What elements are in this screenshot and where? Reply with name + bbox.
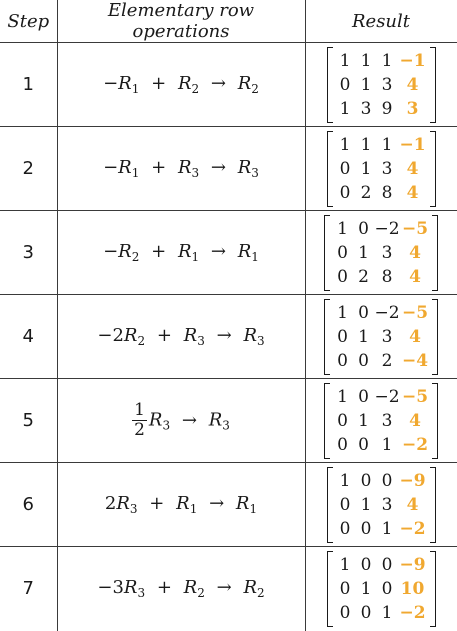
- step-number: 5: [0, 379, 57, 463]
- row-index: 2: [137, 334, 146, 348]
- augmented-entry: −9: [399, 470, 426, 491]
- matrix-entry: 3: [381, 494, 393, 515]
- plus-symbol: +: [151, 241, 167, 262]
- matrix-entry: 0: [358, 302, 369, 323]
- matrix-entry: 0: [381, 554, 393, 575]
- matrix-row: [335, 493, 428, 517]
- matrix-entry: −2: [374, 302, 400, 323]
- row-index: 3: [162, 418, 171, 433]
- row-index: 1: [189, 502, 198, 516]
- augmented-entry: −5: [401, 218, 429, 239]
- augmented-entry: 4: [409, 242, 421, 263]
- step-number: 4: [0, 295, 57, 379]
- matrix-row: [332, 325, 430, 349]
- table-row: [0, 211, 457, 295]
- row-symbol: R: [237, 73, 252, 94]
- row-symbol: R: [235, 493, 250, 514]
- matrix-row: [332, 265, 430, 289]
- result-matrix-cell: [305, 127, 457, 211]
- matrix-entry: 0: [360, 470, 372, 491]
- matrix-row: [332, 385, 430, 409]
- augmented-entry: −1: [399, 134, 426, 155]
- matrix-entry: 0: [381, 578, 393, 599]
- row-index: 1: [251, 250, 259, 264]
- row-index: 3: [257, 334, 265, 348]
- coefficient: −: [103, 157, 119, 178]
- matrix-entry: 3: [381, 158, 393, 179]
- matrix-entry: 1: [358, 326, 369, 347]
- augmented-matrix: [324, 383, 438, 459]
- augmented-entry: 4: [406, 158, 419, 179]
- matrix-entry: 2: [381, 350, 393, 371]
- row-index: 2: [131, 250, 140, 264]
- matrix-entry: 9: [381, 98, 393, 119]
- plus-symbol: +: [151, 73, 167, 94]
- matrix-entry: 1: [339, 554, 351, 575]
- matrix-entry: −2: [374, 218, 400, 239]
- result-matrix-cell: [305, 211, 457, 295]
- table-row: [0, 463, 457, 547]
- augmented-entry: −5: [401, 302, 429, 323]
- row-index: 3: [191, 166, 200, 180]
- step-number: 2: [0, 127, 57, 211]
- matrix-entry: 0: [360, 518, 372, 539]
- table-header-row: [0, 0, 457, 43]
- matrix-entry: 8: [381, 266, 393, 287]
- step-number: 6: [0, 463, 57, 547]
- row-symbol: R: [237, 157, 252, 178]
- matrix-entry: 1: [358, 242, 369, 263]
- arrow-symbol: →: [216, 577, 232, 599]
- matrix-entry: 1: [360, 134, 372, 155]
- arrow-symbol: →: [210, 73, 226, 94]
- row-symbol: R: [118, 157, 132, 178]
- row-operation: [57, 379, 305, 463]
- augmented-entry: 10: [400, 578, 425, 599]
- table-row: [0, 295, 457, 379]
- plus-symbol: +: [151, 157, 167, 178]
- augmented-matrix: [327, 131, 436, 207]
- matrix-row: [335, 157, 428, 181]
- result-matrix-cell: [305, 547, 457, 631]
- matrix-entry: 0: [339, 602, 351, 623]
- matrix-entry: 1: [358, 410, 369, 431]
- matrix-entry: 1: [360, 74, 372, 95]
- row-symbol: R: [177, 241, 192, 262]
- result-matrix-cell: [305, 295, 457, 379]
- matrix-entry: 1: [339, 470, 351, 491]
- matrix-entry: 0: [337, 326, 348, 347]
- row-index: 2: [191, 82, 200, 96]
- matrix-entry: 0: [358, 218, 369, 239]
- matrix-entry: 1: [339, 134, 351, 155]
- augmented-entry: 4: [406, 494, 419, 515]
- augmented-matrix: [324, 215, 438, 291]
- header-result: Result: [305, 0, 457, 43]
- matrix-entry: 1: [337, 302, 348, 323]
- row-operation: [57, 127, 305, 211]
- row-symbol: R: [183, 577, 198, 599]
- augmented-entry: 4: [409, 266, 421, 287]
- row-symbol: R: [177, 73, 192, 94]
- matrix-entry: 0: [339, 182, 351, 203]
- row-index: 3: [137, 586, 146, 601]
- matrix-entry: 1: [381, 50, 393, 71]
- plus-symbol: +: [156, 325, 172, 346]
- result-matrix-cell: [305, 43, 457, 127]
- coefficient: −3: [97, 577, 124, 599]
- matrix-entry: 0: [339, 578, 351, 599]
- matrix-entry: 3: [381, 242, 393, 263]
- row-index: 1: [249, 502, 258, 516]
- row-operation: [57, 211, 305, 295]
- arrow-symbol: →: [209, 493, 225, 514]
- coefficient: 2: [104, 493, 117, 514]
- matrix-entry: 3: [381, 74, 393, 95]
- augmented-matrix: [327, 467, 436, 543]
- augmented-entry: −2: [399, 518, 426, 539]
- arrow-symbol: →: [210, 157, 226, 178]
- row-index: 2: [197, 586, 205, 601]
- matrix-entry: 0: [358, 434, 369, 455]
- matrix-row: [335, 469, 428, 493]
- row-index: 3: [197, 334, 205, 348]
- matrix-entry: 0: [358, 386, 369, 407]
- arrow-symbol: →: [210, 241, 226, 262]
- augmented-entry: −9: [399, 554, 426, 575]
- matrix-entry: 1: [381, 134, 393, 155]
- step-number: 7: [0, 547, 57, 631]
- coefficient: −: [103, 241, 119, 262]
- matrix-entry: 3: [381, 326, 393, 347]
- header-operations: Elementary row operations: [57, 0, 305, 43]
- row-symbol: R: [123, 577, 138, 599]
- matrix-row: [335, 73, 428, 97]
- matrix-entry: 1: [339, 50, 351, 71]
- coefficient: −: [103, 73, 119, 94]
- step-number: 3: [0, 211, 57, 295]
- matrix-row: [335, 49, 428, 73]
- augmented-entry: 4: [409, 326, 421, 347]
- augmented-matrix: [324, 299, 438, 375]
- matrix-entry: 1: [337, 218, 348, 239]
- table-row: [0, 547, 457, 631]
- plus-symbol: +: [149, 493, 165, 514]
- step-number: 1: [0, 43, 57, 127]
- row-symbol: R: [243, 325, 257, 346]
- matrix-row: [335, 601, 428, 625]
- fraction-numerator: 1: [134, 400, 145, 420]
- matrix-entry: 0: [337, 350, 348, 371]
- row-index: 3: [129, 502, 138, 516]
- matrix-row: [332, 409, 430, 433]
- matrix-row: [332, 349, 430, 373]
- matrix-entry: 0: [339, 518, 351, 539]
- matrix-entry: 0: [337, 266, 348, 287]
- augmented-entry: −2: [401, 434, 429, 455]
- matrix-row: [335, 97, 428, 121]
- row-symbol: R: [243, 577, 257, 599]
- augmented-entry: 3: [406, 98, 419, 119]
- row-symbol: R: [177, 157, 192, 178]
- arrow-symbol: →: [181, 409, 197, 431]
- coefficient: −2: [97, 325, 124, 346]
- matrix-entry: 0: [339, 158, 351, 179]
- plus-symbol: +: [156, 577, 172, 599]
- row-index: 1: [131, 166, 140, 180]
- matrix-entry: 1: [360, 50, 372, 71]
- augmented-entry: −2: [399, 602, 426, 623]
- matrix-entry: 0: [339, 74, 351, 95]
- matrix-entry: 1: [360, 578, 372, 599]
- matrix-row: [335, 553, 428, 577]
- fraction: [132, 401, 147, 440]
- row-index: 2: [251, 82, 259, 96]
- table-row: [0, 43, 457, 127]
- augmented-matrix: [327, 47, 436, 123]
- matrix-row: [332, 241, 430, 265]
- augmented-entry: 4: [406, 74, 419, 95]
- augmented-entry: −1: [399, 50, 426, 71]
- matrix-entry: 1: [337, 386, 348, 407]
- row-symbol: R: [237, 241, 252, 262]
- row-operation: [57, 295, 305, 379]
- matrix-row: [335, 181, 428, 205]
- matrix-entry: 1: [339, 98, 351, 119]
- matrix-entry: 0: [337, 434, 348, 455]
- matrix-entry: 1: [381, 434, 393, 455]
- matrix-entry: 0: [360, 602, 372, 623]
- matrix-entry: 0: [339, 494, 351, 515]
- row-symbol: R: [208, 409, 223, 431]
- matrix-entry: 0: [337, 410, 348, 431]
- row-operation: [57, 43, 305, 127]
- table-row: [0, 379, 457, 463]
- row-symbol: R: [118, 241, 132, 262]
- matrix-row: [335, 133, 428, 157]
- augmented-entry: −4: [401, 350, 429, 371]
- header-step: Step: [0, 0, 57, 43]
- augmented-entry: 4: [409, 410, 421, 431]
- matrix-entry: 2: [360, 182, 372, 203]
- matrix-entry: 0: [358, 350, 369, 371]
- matrix-entry: 1: [381, 518, 393, 539]
- row-symbol: R: [148, 409, 163, 431]
- augmented-entry: 4: [406, 182, 419, 203]
- matrix-row: [332, 301, 430, 325]
- row-index: 3: [222, 418, 230, 433]
- matrix-row: [332, 433, 430, 457]
- result-matrix-cell: [305, 379, 457, 463]
- row-symbol: R: [118, 73, 132, 94]
- matrix-entry: 0: [337, 242, 348, 263]
- matrix-entry: 0: [360, 554, 372, 575]
- row-symbol: R: [123, 325, 138, 346]
- row-operation: [57, 463, 305, 547]
- row-index: 1: [191, 250, 200, 264]
- row-index: 2: [257, 586, 265, 601]
- matrix-entry: 1: [381, 602, 393, 623]
- augmented-matrix: [327, 551, 436, 627]
- matrix-entry: −2: [374, 386, 400, 407]
- augmented-entry: −5: [401, 386, 429, 407]
- matrix-row: [335, 517, 428, 541]
- matrix-entry: 2: [358, 266, 369, 287]
- arrow-symbol: →: [216, 325, 232, 346]
- row-symbol: R: [176, 493, 190, 514]
- fraction-denominator: 2: [134, 420, 145, 440]
- row-symbol: R: [116, 493, 130, 514]
- matrix-entry: 8: [381, 182, 393, 203]
- row-index: 3: [251, 166, 259, 180]
- matrix-entry: 3: [360, 98, 372, 119]
- table-row: [0, 127, 457, 211]
- matrix-entry: 1: [360, 494, 372, 515]
- result-matrix-cell: [305, 463, 457, 547]
- matrix-row: [335, 577, 428, 601]
- row-operation: [57, 547, 305, 631]
- matrix-row: [332, 217, 430, 241]
- row-index: 1: [131, 82, 140, 96]
- matrix-entry: 0: [381, 470, 393, 491]
- matrix-entry: 3: [381, 410, 393, 431]
- matrix-entry: 1: [360, 158, 372, 179]
- row-symbol: R: [183, 325, 198, 346]
